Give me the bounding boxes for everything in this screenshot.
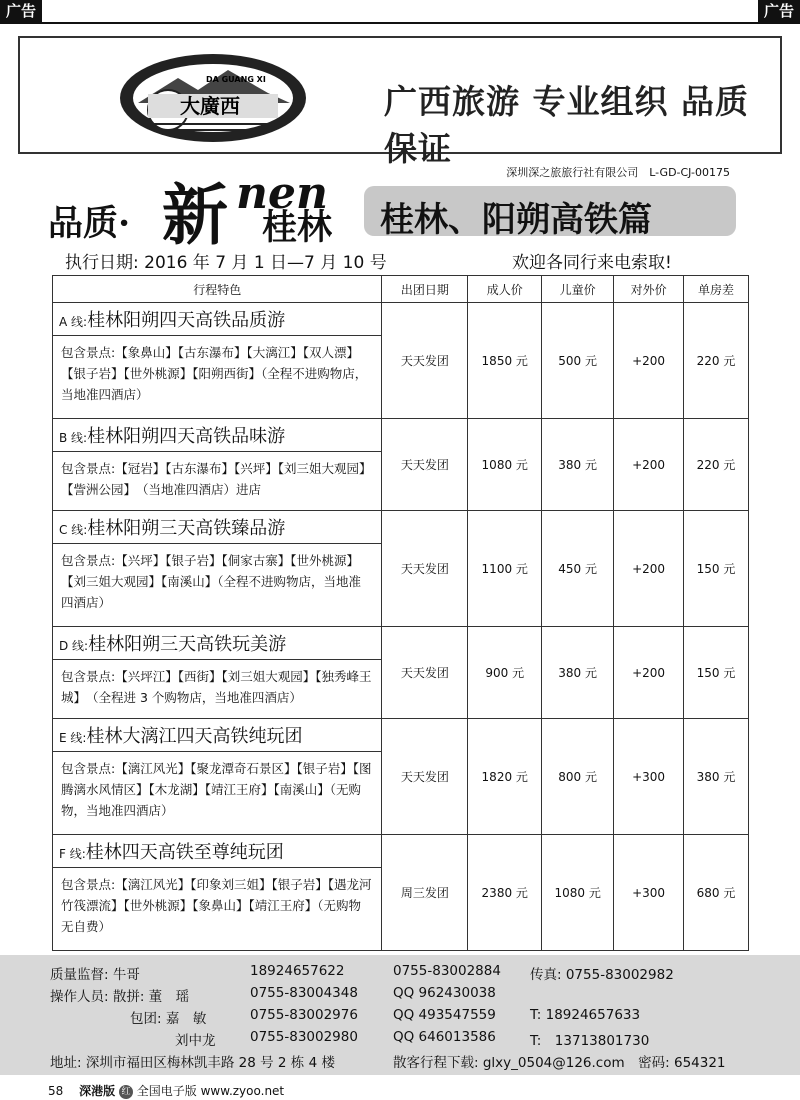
fax: 传真: 0755-83002982 xyxy=(530,967,674,983)
header-cell: 对外价 xyxy=(614,276,684,303)
header-cell: 行程特色 xyxy=(53,276,382,303)
exec-date: 执行日期: 2016 年 7 月 1 日—7 月 10 号 xyxy=(65,253,387,273)
child-price: 1080 元 xyxy=(542,835,614,951)
route-prefix: D 线: xyxy=(59,639,89,653)
route-title: 桂林大漓江四天高铁纯玩团 xyxy=(86,726,303,747)
single-supplement: 680 元 xyxy=(684,835,749,951)
download-info: 散客行程下载: glxy_0504@126.com 密码: 654321 xyxy=(393,1055,726,1071)
depart-date: 天天发团 xyxy=(382,419,468,511)
header-cell: 儿童价 xyxy=(542,276,614,303)
external-price: +200 xyxy=(614,303,684,419)
page-number: 58 xyxy=(48,1084,64,1098)
operator-liu-tel: 0755-83002980 xyxy=(250,1029,358,1045)
route-title: 桂林阳朔三天高铁臻品游 xyxy=(87,518,286,539)
child-price: 500 元 xyxy=(542,303,614,419)
edition: 深港版 xyxy=(79,1084,116,1098)
operator-sanpin-tel: 0755-83004348 xyxy=(250,985,358,1001)
adult-price: 900 元 xyxy=(468,627,542,719)
operator-baotuan-qq: QQ 493547559 xyxy=(393,1007,496,1023)
route-prefix: E 线: xyxy=(59,731,87,745)
depart-date: 天天发团 xyxy=(382,511,468,627)
table-row xyxy=(53,419,749,452)
table-row xyxy=(53,303,749,336)
title-main: 桂林、阳朔高铁篇 xyxy=(380,200,652,240)
title-xin-en: nen xyxy=(236,168,328,219)
child-price: 450 元 xyxy=(542,511,614,627)
operator-sanpin: 操作人员: 散拼: 董 瑶 xyxy=(50,989,190,1005)
route-title: 桂林四天高铁至尊纯玩团 xyxy=(85,842,284,863)
single-supplement: 220 元 xyxy=(684,419,749,511)
route-title: 桂林阳朔四天高铁品质游 xyxy=(87,310,286,331)
table-row xyxy=(53,511,749,544)
adult-price: 1080 元 xyxy=(468,419,542,511)
banner xyxy=(18,36,782,168)
operator-baotuan-tel: 0755-83002976 xyxy=(250,1007,358,1023)
company-license: 深圳深之旅旅行社有限公司 L-GD-CJ-00175 xyxy=(506,166,730,179)
single-supplement: 150 元 xyxy=(684,627,749,719)
route-details: 包含景点:【冠岩】【古东瀑布】【兴坪】【刘三姐大观园】【訾洲公园】 （当地准四酒店）进店 xyxy=(53,452,382,511)
external-price: +200 xyxy=(614,511,684,627)
title-xin: 新 xyxy=(162,176,228,254)
route-details: 包含景点:【兴坪江】【西街】【刘三姐大观园】【独秀峰王城】 （全程进 3 个购物店，当地准四酒店） xyxy=(53,660,382,719)
address: 地址: 深圳市福田区梅林凯丰路 28 号 2 栋 4 楼 xyxy=(50,1055,335,1071)
logo-en: DA GUANG XI xyxy=(206,75,266,84)
header-cell: 成人价 xyxy=(468,276,542,303)
route-title: 桂林阳朔四天高铁品味游 xyxy=(87,426,286,447)
logo-emblem xyxy=(118,48,308,143)
page-footer xyxy=(48,1082,284,1099)
title-prefix: 品质· xyxy=(48,203,131,244)
operator-liu-qq: QQ 646013586 xyxy=(393,1029,496,1045)
route-prefix: F 线: xyxy=(59,847,86,861)
depart-date: 天天发团 xyxy=(382,719,468,835)
single-supplement: 220 元 xyxy=(684,303,749,419)
logo-text: 大廣西 xyxy=(180,94,240,118)
table-row xyxy=(53,719,749,752)
external-price: +300 xyxy=(614,719,684,835)
route-title: 桂林阳朔三天高铁玩美游 xyxy=(88,634,287,655)
top-rule xyxy=(0,22,800,24)
depart-date: 天天发团 xyxy=(382,303,468,419)
route-table xyxy=(52,275,749,951)
adult-price: 2380 元 xyxy=(468,835,542,951)
operator-liu-mobile: T: 13713801730 xyxy=(530,1033,650,1049)
header-cell: 出团日期 xyxy=(382,276,468,303)
supervisor-tel: 0755-83002884 xyxy=(393,963,501,979)
adult-price: 1820 元 xyxy=(468,719,542,835)
ad-label-right: 广告 xyxy=(758,0,800,22)
adult-price: 1100 元 xyxy=(468,511,542,627)
route-prefix: C 线: xyxy=(59,523,88,537)
header-cell: 单房差 xyxy=(684,276,749,303)
slogan: 广西旅游 专业组织 品质保证 xyxy=(384,82,749,168)
operator-baotuan-mobile: T: 18924657633 xyxy=(530,1007,641,1023)
operator-baotuan: 包团: 嘉 敏 xyxy=(130,1011,207,1027)
single-supplement: 380 元 xyxy=(684,719,749,835)
red-ball-icon: 红 xyxy=(119,1085,133,1099)
route-prefix: B 线: xyxy=(59,431,88,445)
single-supplement: 150 元 xyxy=(684,511,749,627)
supervisor-mobile: 18924657622 xyxy=(250,963,345,979)
depart-date: 周三发团 xyxy=(382,835,468,951)
external-price: +200 xyxy=(614,627,684,719)
contact-footer xyxy=(0,955,800,1075)
route-details: 包含景点:【漓江风光】【聚龙潭奇石景区】【银子岩】【图腾漓水风情区】【木龙湖】【靖江王府】【南溪山】（无购物，当地准四酒店） xyxy=(53,752,382,835)
adult-price: 1850 元 xyxy=(468,303,542,419)
operator-liu: 刘中龙 xyxy=(175,1033,216,1049)
operator-sanpin-qq: QQ 962430038 xyxy=(393,985,496,1001)
table-row xyxy=(53,835,749,868)
table-row xyxy=(53,627,749,660)
route-prefix: A 线: xyxy=(59,315,88,329)
route-details: 包含景点:【漓江风光】【印象刘三姐】【银子岩】【遇龙河竹筏漂流】【世外桃源】【象鼻山】【靖江王府】（无购物无自费） xyxy=(53,868,382,951)
depart-date: 天天发团 xyxy=(382,627,468,719)
site-url: 全国电子版 www.zyoo.net xyxy=(136,1084,285,1098)
child-price: 800 元 xyxy=(542,719,614,835)
child-price: 380 元 xyxy=(542,419,614,511)
external-price: +300 xyxy=(614,835,684,951)
external-price: +200 xyxy=(614,419,684,511)
supervisor: 质量监督: 牛哥 xyxy=(50,967,140,983)
child-price: 380 元 xyxy=(542,627,614,719)
welcome-text: 欢迎各同行来电索取! xyxy=(512,253,672,273)
ad-label-left: 广告 xyxy=(0,0,42,22)
route-details: 包含景点:【象鼻山】【古东瀑布】【大漓江】【双人漂】【银子岩】【世外桃源】【阳朔西街】（全程不进购物店，当地准四酒店） xyxy=(53,336,382,419)
table-header xyxy=(53,276,749,303)
route-details: 包含景点:【兴坪】【银子岩】【侗家古寨】【世外桃源】【刘三姐大观园】【南溪山】（全程不进购物店，当地准四酒店） xyxy=(53,544,382,627)
title-guilin: 桂林 xyxy=(262,207,333,248)
